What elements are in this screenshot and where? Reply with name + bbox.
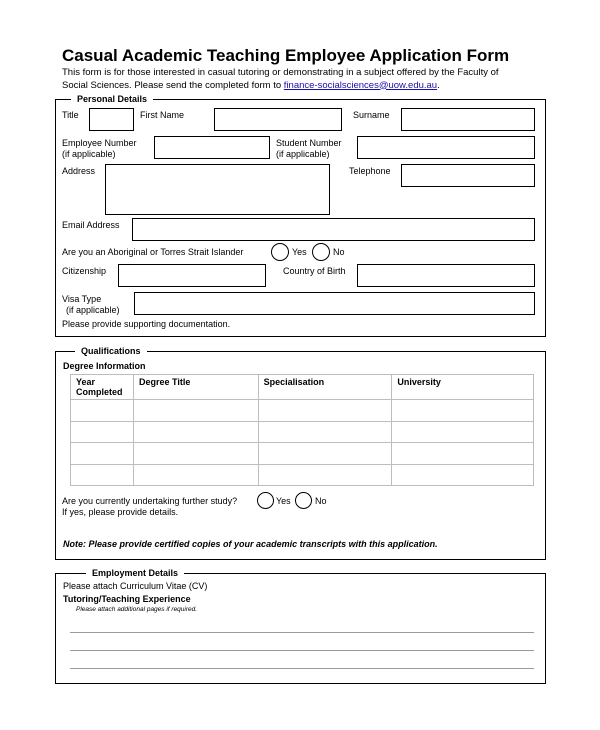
year-header-line-1: Year [76,377,96,387]
table-cell[interactable] [71,443,134,465]
further-study-note: If yes, please provide details. [62,507,179,517]
further-study-no-label: No [315,496,327,506]
table-row [71,400,534,422]
address-input[interactable] [105,164,330,215]
title-label: Title [62,110,79,120]
aboriginal-no-label: No [333,247,345,257]
aboriginal-question: Are you an Aboriginal or Torres Strait Islander [62,247,244,257]
university-header: University [392,375,534,400]
table-row [71,421,534,443]
student-number-input[interactable] [357,136,535,159]
table-cell[interactable] [133,443,258,465]
experience-line[interactable] [70,650,534,651]
table-cell[interactable] [258,464,392,486]
citizenship-label: Citizenship [62,266,107,276]
table-cell[interactable] [133,421,258,443]
aboriginal-yes-label: Yes [292,247,307,257]
aboriginal-no-radio[interactable] [312,243,330,261]
degree-table [70,374,534,486]
surname-label: Surname [353,110,390,120]
personal-details-legend: Personal Details [71,94,153,104]
visa-type-label-text: Visa Type [62,294,102,304]
specialisation-header: Specialisation [258,375,392,400]
qualifications-legend: Qualifications [75,346,147,356]
table-cell[interactable] [392,464,534,486]
further-study-no-radio[interactable] [295,492,312,509]
finance-email-link[interactable]: finance-socialsciences@uow.edu.au [283,79,438,91]
student-number-sub: (if applicable) [276,148,330,159]
table-cell[interactable] [392,443,534,465]
intro-line-2-prefix: Social Sciences. Please send the completed form to [62,79,284,91]
first-name-label: First Name [140,110,185,120]
telephone-label: Telephone [349,166,391,176]
aboriginal-yes-radio[interactable] [271,243,289,261]
title-input[interactable] [89,108,134,131]
further-study-question: Are you currently undertaking further study? [62,496,238,506]
citizenship-input[interactable] [118,264,266,287]
table-cell[interactable] [392,400,534,422]
documentation-note: Please provide supporting documentation. [62,319,231,329]
form-title: Casual Academic Teaching Employee Application Form [62,46,510,65]
table-cell[interactable] [258,443,392,465]
table-cell[interactable] [133,400,258,422]
employment-details-legend: Employment Details [86,568,184,578]
employee-number-label-text: Employee Number [62,138,137,148]
further-study-yes-radio[interactable] [257,492,274,509]
country-of-birth-label: Country of Birth [283,266,346,276]
address-label: Address [62,166,96,176]
table-cell[interactable] [392,421,534,443]
table-row [71,464,534,486]
table-cell[interactable] [71,421,134,443]
visa-type-input[interactable] [134,292,535,315]
degree-table-header-row [71,375,534,400]
transcripts-note: Note: Please provide certified copies of your academic transcripts with this application. [63,539,438,549]
experience-line[interactable] [70,668,534,669]
degree-information-heading: Degree Information [63,361,146,371]
email-address-label: Email Address [62,220,120,230]
table-cell[interactable] [71,464,134,486]
tutoring-experience-heading: Tutoring/Teaching Experience [63,594,191,604]
table-cell[interactable] [258,400,392,422]
experience-line[interactable] [70,632,534,633]
additional-pages-note: Please attach additional pages if required. [76,606,198,613]
student-number-label-text: Student Number [276,138,342,148]
table-cell[interactable] [71,400,134,422]
employee-number-input[interactable] [154,136,270,159]
year-completed-header [71,375,134,400]
email-address-input[interactable] [132,218,535,241]
visa-type-sub: (if applicable) [66,304,120,315]
year-header-line-2: Completed [76,387,123,397]
country-of-birth-input[interactable] [357,264,535,287]
degree-title-header: Degree Title [133,375,258,400]
surname-input[interactable] [401,108,535,131]
visa-type-label [62,294,120,315]
table-cell[interactable] [133,464,258,486]
intro-text [62,67,542,92]
table-row [71,443,534,465]
employee-number-label [62,138,137,159]
further-study-yes-label: Yes [276,496,291,506]
intro-line-1: This form is for those interested in casual tutoring or demonstrating in a subject offered by the Faculty of [62,67,499,78]
telephone-input[interactable] [401,164,535,187]
intro-line-2 [62,80,542,93]
first-name-input[interactable] [214,108,342,131]
cv-note: Please attach Curriculum Vitae (CV) [63,581,208,591]
student-number-label [276,138,342,159]
employee-number-sub: (if applicable) [62,148,116,159]
table-cell[interactable] [258,421,392,443]
intro-line-2-suffix: . [437,79,440,91]
